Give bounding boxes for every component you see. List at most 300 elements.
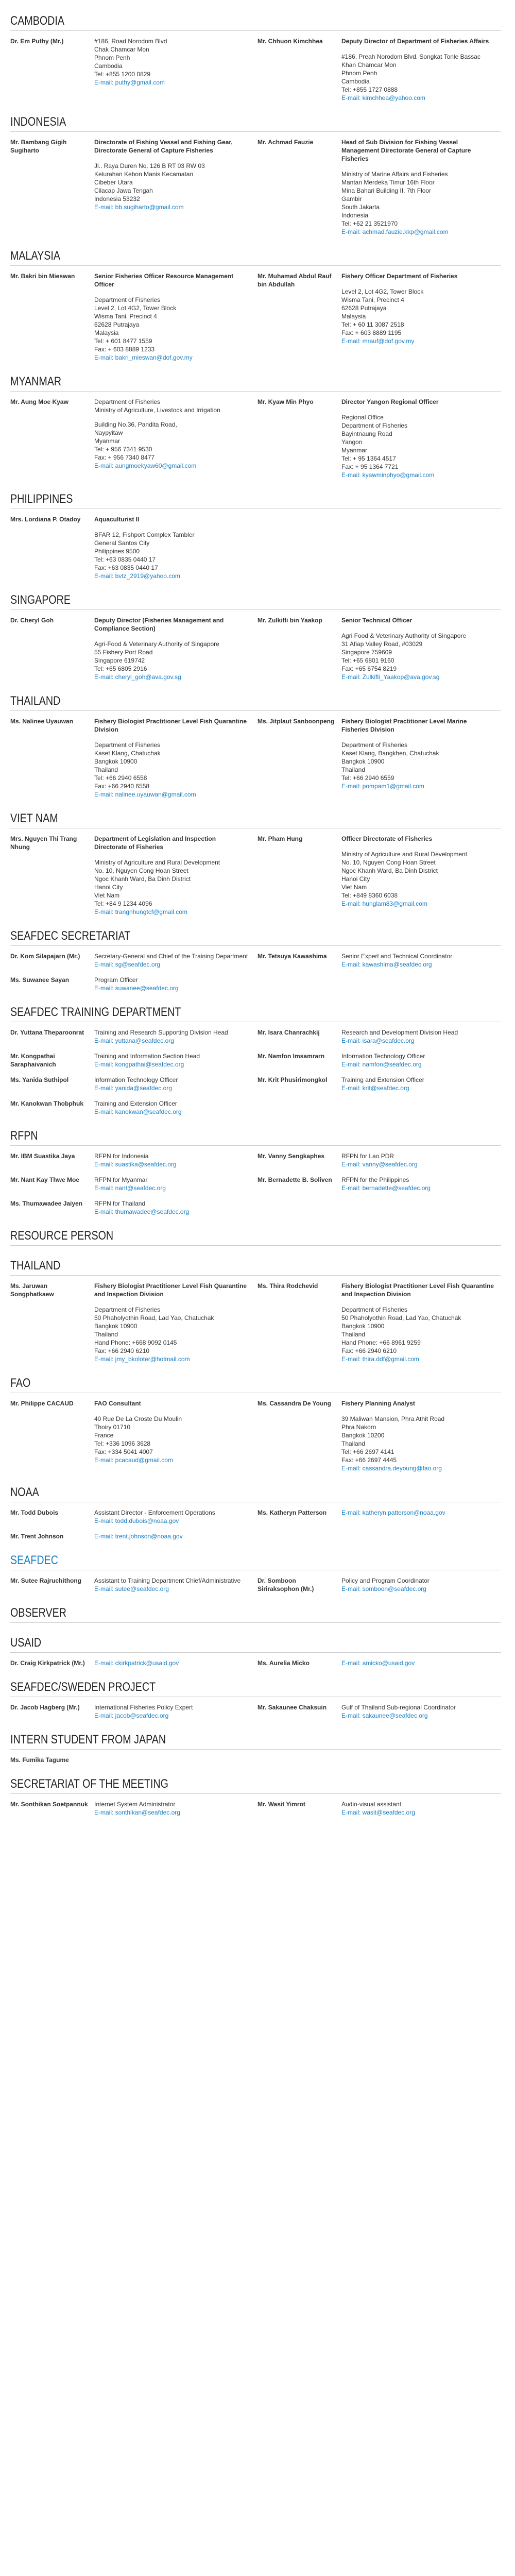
address-line: Fax: +334 5041 4007 [94,1448,153,1455]
address-line: 40 Rue De La Croste Du Moulin [94,1415,182,1422]
email-link[interactable]: E-mail: kanokwan@seafdec.org [94,1108,182,1115]
address-line: Tel: +849 8360 6038 [341,892,398,899]
participant-row [10,1703,505,1720]
section-heading: SEAFDEC SECRETARIAT [10,928,501,946]
participant-card [10,717,258,799]
participant-card [258,272,505,362]
email-link[interactable]: E-mail: bakri_mieswan@dof.gov.my [94,354,193,361]
participant-info [341,37,505,102]
email-link[interactable]: E-mail: isara@seafdec.org [341,1037,415,1044]
participant-card [10,138,258,236]
address-line: South Jakarta [341,204,380,211]
participant-info [94,515,258,580]
address-line: Indonesia 53232 [94,195,140,202]
participant-card [10,37,258,102]
participant-name: Ms. Yanida Suthipol [10,1076,69,1083]
participant-info [94,1703,258,1720]
address-line: Internet System Administrator [94,1801,176,1808]
participant-name: Ms. Jaruwan Songphatkaew [10,1282,54,1298]
participant-title: Fishery Planning Analyst [341,1400,415,1407]
participant-name: Dr. Somboon Siriraksophon (Mr.) [258,1577,314,1592]
empty-card [258,976,505,992]
participant-name: Ms. Aurelia Micko [258,1659,310,1667]
participant-info [94,1052,258,1069]
address-line: Phnom Penh [94,54,130,61]
participant-info [341,1577,505,1593]
participant-card [258,717,505,799]
email-link[interactable]: E-mail: kongpathai@seafdec.org [94,1061,184,1068]
address-line: Hanoi City [341,875,370,883]
address-line: Fax: +66 2940 6210 [341,1347,397,1354]
email-link[interactable]: E-mail: cassandra.deyoung@fao.org [341,1465,442,1472]
email-link[interactable]: E-mail: thira.ddf@gmail.com [341,1355,419,1363]
participant-row [10,835,505,916]
address-line: Department of Fisheries [341,1306,408,1313]
participant-title: Director Yangon Regional Officer [341,398,439,405]
address-line: Fax: +65 6754 8219 [341,665,397,672]
participant-title: Deputy Director of Department of Fisheries Affairs [341,38,489,45]
address-line: Bayintnaung Road [341,430,392,437]
participant-card [258,1282,505,1363]
address-line: Level 2, Lot 4G2, Tower Block [94,304,177,312]
section-heading: VIET NAM [10,811,501,828]
participant-card [10,1532,258,1540]
email-link[interactable]: E-mail: sonthikan@seafdec.org [94,1809,180,1816]
participant-name: Mr. Kanokwan Thobphuk [10,1100,84,1107]
email-link[interactable]: E-mail: todd.dubois@noaa.gov [94,1517,179,1524]
address-line: Khan Chamcar Mon [341,61,397,69]
address-line: Hand Phone: +668 9092 0145 [94,1339,177,1346]
address-line: Assistant to Training Department Chief/Administrative [94,1577,241,1584]
participant-info [341,1509,505,1525]
address-line: Phra Nakorn [341,1423,376,1431]
section-heading: SEAFDEC TRAINING DEPARTMENT [10,1005,501,1022]
participant-card [10,1028,258,1045]
email-link[interactable]: E-mail: namfon@seafdec.org [341,1061,422,1068]
participant-card [10,1176,258,1192]
participant-info [341,1052,505,1069]
participant-name: Ms. Katheryn Patterson [258,1509,327,1516]
participant-info [341,616,505,681]
address-line: Thailand [341,1440,366,1447]
address-line: No. 10, Nguyen Cong Hoan Street [341,859,436,866]
participant-name: Mr. Kyaw Min Phyo [258,398,314,405]
participant-info [94,1509,258,1525]
participant-name: Ms. Fumika Tagume [10,1756,69,1764]
participant-name: Mr. Muhamad Abdul Rauf bin Abdullah [258,273,332,288]
participant-title: Fishery Biologist Practitioner Level Fish Quarantine Division [94,718,247,733]
address-line: Chak Chamcar Mon [94,46,149,53]
participant-title: Officer Directorate of Fisheries [341,835,433,842]
participant-row [10,1099,505,1116]
participant-info [341,1703,505,1720]
address-line: Kelurahan Kebon Manis Kecamatan [94,171,194,178]
participant-info [341,835,505,916]
participant-card [10,1282,258,1363]
participant-row [10,616,505,681]
section-heading: NOAA [10,1485,501,1502]
participant-info [94,1659,258,1667]
address-line: Kaset Klang, Chatuchak [94,750,161,757]
address-line: Malaysia [341,313,366,320]
participant-name: Ms. Thira Rodchevid [258,1282,318,1290]
participant-card [10,398,258,479]
address-line: Assistant Director - Enforcement Operations [94,1509,215,1516]
email-link[interactable]: E-mail: puthy@gmail.com [94,79,165,86]
address-line: Indonesia [341,212,369,219]
participant-card [10,1052,258,1069]
address-line: Fax: +66 2940 6210 [94,1347,150,1354]
address-line: Ngoc Khanh Ward, Ba Dinh District [94,875,191,883]
email-link[interactable]: E-mail: trent.johnson@noaa.gov [94,1533,183,1540]
participant-info [94,1076,258,1092]
participant-row [10,717,505,799]
section-heading: RESOURCE PERSON [10,1228,501,1246]
participant-info [341,952,505,969]
participant-name: Mr. Trent Johnson [10,1533,64,1540]
address-line: Mantan Merdeka Timur 16th Floor [341,179,435,186]
spacer [94,414,248,420]
email-link[interactable]: E-mail: cheryl_goh@ava.gov.sg [94,673,181,681]
participant-row [10,1199,505,1216]
email-link[interactable]: E-mail: mrauf@dof.gov.my [341,337,415,345]
address-line: Regional Office [341,414,384,421]
section-heading: SECRETARIAT OF THE MEETING [10,1776,501,1794]
address-line: Research and Development Division Head [341,1029,458,1036]
address-line: #186, Road Norodom Blvd [94,38,167,45]
email-link[interactable]: E-mail: nalinee.uyauwan@gmail.com [94,791,196,798]
email-link[interactable]: E-mail: bernadette@seafdec.org [341,1184,431,1192]
participant-row [10,1076,505,1092]
address-line: BFAR 12, Fishport Complex Tambler [94,531,195,538]
email-link[interactable]: E-mail: suwanee@seafdec.org [94,985,179,992]
address-line: Yangon [341,438,363,446]
address-line: 50 Phaholyothin Road, Lad Yao, Chatuchak [94,1314,214,1321]
participant-card [10,1800,258,1817]
address-line: Wisma Tani, Precinct 4 [94,313,157,320]
participant-name: Mr. IBM Suastika Jaya [10,1153,75,1160]
participant-card [10,976,258,992]
participant-row [10,1028,505,1045]
email-link[interactable]: E-mail: kyawminphyo@gmail.com [341,471,435,479]
participant-name: Dr. Em Puthy (Mr.) [10,38,64,45]
participant-card [10,616,258,681]
email-link[interactable]: E-mail: hunglam83@gmail.com [341,900,427,907]
email-link[interactable]: E-mail: ckirkpatrick@usaid.gov [94,1659,179,1667]
participant-name: Mr. Todd Dubois [10,1509,59,1516]
participant-row [10,138,505,236]
address-line: 62628 Putrajaya [341,304,387,312]
email-link[interactable]: E-mail: amicko@usaid.gov [341,1659,415,1667]
address-line: Thailand [94,1331,118,1338]
address-line: Philippines 9500 [94,548,140,555]
section-heading: SINGAPORE [10,592,501,610]
address-line: Tel: +855 1727 0888 [341,86,398,93]
participant-title: Fishery Biologist Practitioner Level Marine Fisheries Division [341,718,467,733]
section-heading: MYANMAR [10,374,501,392]
participant-name: Mr. Zulkifli bin Yaakop [258,617,322,624]
participant-info [341,1076,505,1092]
email-link[interactable]: E-mail: kimchhea@yahoo.com [341,94,425,101]
email-link[interactable]: E-mail: kawashima@seafdec.org [341,961,432,968]
participant-info [341,1176,505,1192]
empty-card [258,1532,505,1540]
participant-row [10,1152,505,1168]
participant-name: Mr. Bambang Gigih Sugiharto [10,139,67,154]
email-link[interactable]: E-mail: aungmoekyaw60@gmail.com [94,462,197,469]
participant-card [10,272,258,362]
address-line: Phnom Penh [341,70,377,77]
address-line: Fax: +66 2940 6558 [94,783,150,790]
address-line: Tel: +63 0835 0440 17 [94,556,156,563]
participant-name: Mr. Bakri bin Mieswan [10,273,75,280]
participant-row [10,398,505,479]
address-line: No. 10, Nguyen Cong Hoan Street [94,867,188,874]
email-link[interactable]: E-mail: yuttana@seafdec.org [94,1037,174,1044]
section-heading: CAMBODIA [10,13,501,31]
address-line: Training and Extension Officer [341,1076,424,1083]
participant-card [258,616,505,681]
address-line: Thailand [341,766,366,773]
participant-title: Fishery Officer Department of Fisheries [341,273,458,280]
address-line: Tel: +65 6801 9160 [341,657,394,664]
email-link[interactable]: E-mail: suastika@seafdec.org [94,1161,177,1168]
participant-title: FAO Consultant [94,1400,141,1407]
participant-title: Senior Technical Officer [341,617,413,624]
address-line: Viet Nam [94,892,120,899]
participant-name: Mrs. Nguyen Thi Trang Nhung [10,835,77,851]
participant-info [341,717,505,799]
participant-info [94,1099,258,1116]
address-line: 62628 Putrajaya [94,321,140,328]
address-line: Kaset Klang, Bangkhen, Chatuchak [341,750,439,757]
participant-card [258,138,505,236]
address-line: Tel: +65 6805 2916 [94,665,147,672]
section-heading: SEAFDEC/SWEDEN PROJECT [10,1680,501,1697]
address-line: Ministry of Agriculture and Rural Development [341,851,468,858]
participant-card [10,1076,258,1092]
participant-name: Ms. Cassandra De Young [258,1400,331,1407]
address-line: Naypyitaw [94,429,123,436]
participant-info [94,138,258,236]
participant-card [10,1399,258,1472]
address-line: Tel: + 601 8477 1559 [94,337,152,345]
section-heading: THAILAND [10,693,501,711]
address-line: Fax: + 603 8889 1195 [341,329,402,336]
address-line: Bangkok 10900 [94,1323,138,1330]
address-line: Department of Fisheries [94,398,161,405]
participant-info [341,1399,505,1472]
participant-card [258,1800,505,1817]
email-link[interactable]: E-mail: nant@seafdec.org [94,1184,166,1192]
email-link[interactable]: E-mail: vanny@seafdec.org [341,1161,418,1168]
participant-info [94,616,258,681]
participant-row [10,37,505,102]
participant-name: Mr. Achmad Fauzie [258,139,314,146]
participant-info [341,272,505,362]
participant-row [10,1532,505,1540]
participant-card [258,1176,505,1192]
participant-info [341,138,505,236]
section-heading: OBSERVER [10,1605,501,1623]
email-link[interactable]: E-mail: krit@seafdec.org [341,1084,409,1092]
address-line: Information Technology Officer [341,1053,425,1060]
email-link[interactable]: E-mail: bvtz_2919@yahoo.com [94,572,180,580]
email-link[interactable]: E-mail: jacob@seafdec.org [94,1712,169,1719]
address-line: Department of Fisheries [341,422,408,429]
email-link[interactable]: E-mail: pcacaud@gmail.com [94,1456,173,1464]
participant-row [10,952,505,969]
address-line: Tel: + 60 11 3087 2518 [341,321,404,328]
participant-info [94,1199,258,1216]
address-line: Secretary-General and Chief of the Training Department [94,953,248,960]
section-heading: MALAYSIA [10,248,501,266]
address-line: International Fisheries Policy Expert [94,1704,193,1711]
address-line: Program Officer [94,976,138,984]
participant-name: Dr. Jacob Hagberg (Mr.) [10,1704,80,1711]
email-link[interactable]: E-mail: pompam1@gmail.com [341,783,424,790]
participant-name: Mr. Aung Moe Kyaw [10,398,68,405]
participant-info [94,952,258,969]
address-line: Tel: +66 2697 4141 [341,1448,394,1455]
address-line: Building No.36, Pandita Road, [94,421,177,428]
email-link[interactable]: E-mail: sutee@seafdec.org [94,1585,169,1592]
address-line: Ministry of Agriculture, Livestock and Irrigation [94,406,220,414]
participant-info [94,272,258,362]
address-line: Singapore 619742 [94,657,145,664]
email-link[interactable]: E-mail: sakaunee@seafdec.org [341,1712,428,1719]
email-link[interactable]: E-mail: somboon@seafdec.org [341,1585,426,1592]
participant-card [258,1076,505,1092]
participant-card [258,835,505,916]
address-line: RFPN for the Philippines [341,1176,409,1183]
participant-name: Dr. Yuttana Theparoonrat [10,1029,84,1036]
participant-name: Mr. Sonthikan Soetpannuk [10,1801,88,1808]
participant-name: Mr. Sutee Rajruchithong [10,1577,82,1584]
participant-card [10,1099,258,1116]
email-link[interactable]: E-mail: katheryn.patterson@noaa.gov [341,1509,445,1516]
participant-row [10,1577,505,1593]
address-line: Fax: + 95 1364 7721 [341,463,399,470]
participant-row [10,976,505,992]
address-line: Department of Fisheries [94,296,161,303]
section-heading: INDONESIA [10,114,501,132]
address-line: Audio-visual assistant [341,1801,402,1808]
address-line: Tel: +84 9 1234 4096 [94,900,152,907]
participant-card [258,1577,505,1593]
email-link[interactable]: E-mail: jmy_bkoloter@hotmail.com [94,1355,190,1363]
participant-title: Senior Fisheries Officer Resource Management Officer [94,273,234,288]
email-link[interactable]: E-mail: yanida@seafdec.org [94,1084,172,1092]
participant-card [10,515,258,580]
email-link[interactable]: E-mail: sg@seafdec.org [94,961,161,968]
address-line: #186, Preah Norodom Blvd. Songkat Tonle Bassac [341,53,480,60]
participant-card [10,835,258,916]
participant-card [258,1659,505,1667]
email-link[interactable]: E-mail: wasit@seafdec.org [341,1809,415,1816]
participant-info [94,1282,258,1363]
address-line: Bangkok 10900 [94,758,138,765]
participant-info [341,1659,505,1667]
participant-title: Aquaculturist II [94,516,140,523]
participant-card [10,1509,258,1525]
participant-card [10,1659,258,1667]
email-link[interactable]: E-mail: trangnhungtcf@gmail.com [94,908,187,916]
address-line: Tel: +62 21 3521970 [341,220,398,227]
address-line: Malaysia [94,329,119,336]
email-link[interactable]: E-mail: thumawadee@seafdec.org [94,1208,190,1215]
participant-card [258,1152,505,1168]
participant-name: Mr. Tetsuya Kawashima [258,953,327,960]
participant-info [94,37,258,102]
participant-row [10,1659,505,1667]
address-line: Cambodia [94,62,123,70]
address-line: Fax: + 603 8889 1233 [94,346,155,353]
email-link[interactable]: E-mail: bb.sugiharto@gmail.com [94,204,184,211]
participant-name: Mr. Isara Chanrachkij [258,1029,320,1036]
participant-info [341,398,505,479]
address-line: Ministry of Agriculture and Rural Development [94,859,220,866]
participant-card [258,1052,505,1069]
participant-name: Dr. Craig Kirkpatrick (Mr.) [10,1659,85,1667]
participant-info [94,1577,258,1593]
email-link[interactable]: E-mail: Zulkifli_Yaakop@ava.gov.sg [341,673,440,681]
address-line: General Santos City [94,539,150,547]
address-line: Gulf of Thailand Sub-regional Coordinator [341,1704,456,1711]
address-line: RFPN for Thailand [94,1200,146,1207]
address-line: Cilacap Jawa Tengah [94,187,153,194]
participant-card [258,1028,505,1045]
address-line: Tel: + 956 7341 9530 [94,446,152,453]
address-line: Agri Food & Veterinary Authority of Singapore [341,632,467,639]
participant-card [258,1399,505,1472]
participant-title: Deputy Director (Fisheries Management and Compliance Section) [94,617,224,632]
address-line: Training and Information Section Head [94,1053,200,1060]
address-line: Myanmar [94,437,121,445]
participant-info [341,1282,505,1363]
participant-info [94,1756,258,1764]
address-line: Tel: +855 1200 0829 [94,71,151,78]
participant-row [10,1800,505,1817]
participant-name: Dr. Cheryl Goh [10,617,54,624]
address-line: Bangkok 10900 [341,758,385,765]
section-heading: PHILIPPINES [10,492,501,509]
address-line: RFPN for Indonesia [94,1153,149,1160]
participant-info [341,1152,505,1168]
address-line: Hanoi City [94,884,123,891]
participant-card [10,1152,258,1168]
participant-info [94,717,258,799]
section-heading: USAID [10,1635,501,1653]
address-line: 31 Afiap Valley Road, #03029 [341,640,423,648]
address-line: Cambodia [341,78,370,85]
participant-name: Mr. Pham Hung [258,835,303,842]
participant-name: Ms. Jitplaut Sanboonpeng [258,718,335,725]
address-line: Senior Expert and Technical Coordinator [341,953,453,960]
empty-card [258,1099,505,1116]
address-line: Gambir [341,195,362,202]
participant-row [10,1509,505,1525]
participant-card [258,952,505,969]
participant-info [94,1028,258,1045]
email-link[interactable]: E-mail: achmad.fauzie.kkp@gmail.com [341,228,449,235]
participant-info [94,1532,258,1540]
participant-card [258,1509,505,1525]
section-heading: FAO [10,1376,501,1393]
participant-card [10,952,258,969]
participant-name: Mr. Chhuon Kimchhea [258,38,323,45]
address-line: Tel: +66 2940 6558 [94,774,147,782]
